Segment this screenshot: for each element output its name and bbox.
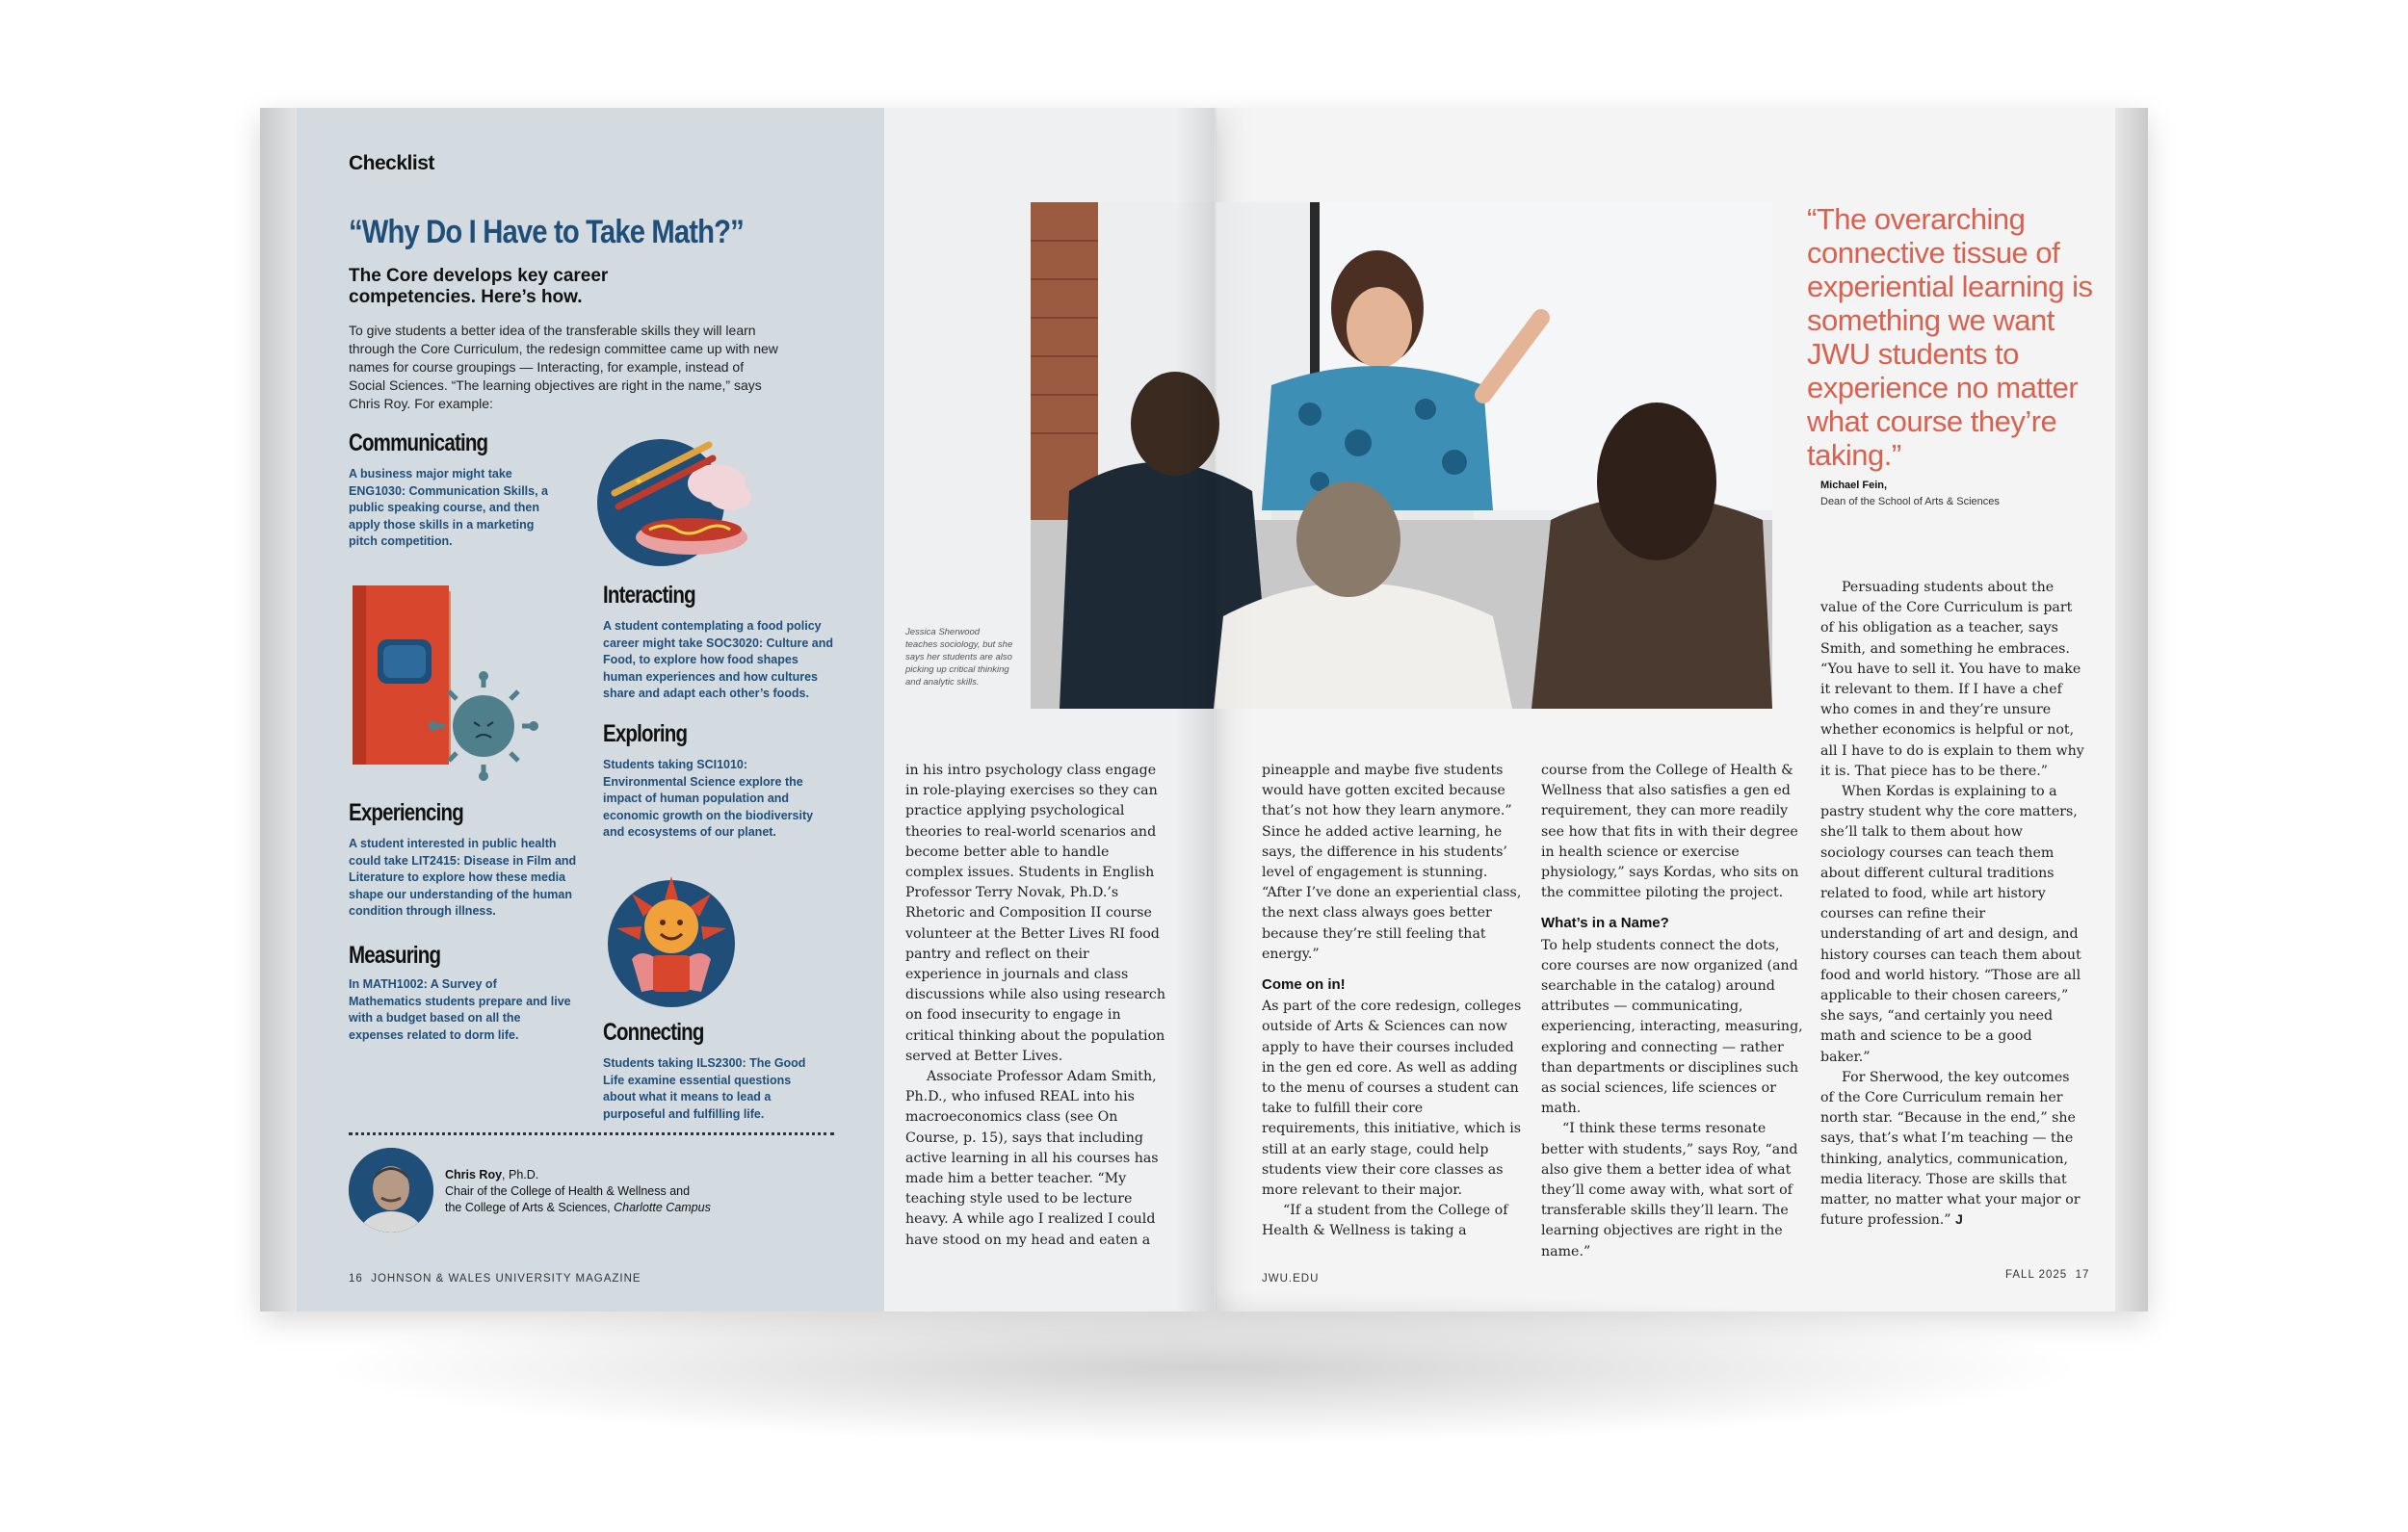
column2-paragraph-1: pineapple and maybe five students would have gotten excited because that’s not how they learn anymore.” Since he added active learning, he says, the difference in his students’ level of engagement is stunning. “After I’ve done an experiential class, the next class always goes better because they’re still feeling that energy.”: [1262, 763, 1522, 962]
author-name: Chris Roy: [445, 1168, 503, 1181]
column4-paragraph-3: For Sherwood, the key outcomes of the Core Curriculum remain her north star. “Because in the end,” she says, that’s what I’m teaching — the thinking, analytics, communication, media literacy. Those are skills that matter, no matter what your major or future profession.”: [1820, 1069, 2081, 1229]
sidebar-intro: To give students a better idea of the transferable skills they will learn through the Core Curriculum, the redesign committee came up with new names for course groupings — Interacting, for example, instead of Social Sciences. “The learning objectives are right in the name,” says Chris Roy. For example:: [349, 323, 778, 411]
right-page-edge: [2115, 108, 2148, 1311]
heading-communicating: Communicating: [349, 429, 488, 456]
heading-measuring: Measuring: [349, 942, 441, 969]
heading-exploring: Exploring: [603, 720, 688, 747]
page-number-left: 16: [349, 1273, 363, 1285]
pull-quote-name: Michael Fein,: [1820, 480, 1888, 491]
text-exploring: Students taking SCI1010: Environmental Science explore the impact of human population and economic growth on the biodiversity and ecosystems of our planet.: [603, 758, 814, 839]
column2-paragraph-2: As part of the core redesign, colleges outside of Arts & Sciences can now apply to have their courses included in the gen ed core. As well as adding to the menu of courses a student can take to fulfill their core requirements, this initiative, which is still at an early stage, could help students view their core classes as more relevant to their major.: [1262, 999, 1522, 1199]
hotdog-chopsticks-icon: [595, 435, 755, 574]
author-credential: , Ph.D.: [502, 1168, 539, 1181]
author-avatar: [349, 1148, 433, 1233]
article-title: “Why Do I Have to Take Math?”: [349, 214, 744, 250]
text-interacting: A student contemplating a food policy career might take SOC3020: Culture and Food, to explore how food shapes human experiences and how cultures share and adapt each other’s foods.: [603, 619, 833, 700]
section-kicker: Checklist: [349, 152, 434, 174]
heading-connecting: Connecting: [603, 1019, 704, 1046]
column2-paragraph-3: “If a student from the College of Health & Wellness is taking a: [1262, 1203, 1508, 1239]
classroom-photo: [1031, 202, 1772, 709]
author-credit: [445, 1167, 772, 1216]
body-column-2: [1262, 761, 1524, 1242]
article-subtitle: The Core develops key career competencies. Here’s how.: [349, 266, 609, 307]
text-connecting: Students taking ILS2300: The Good Life examine essential questions about what it means to lead a purposeful and fulfilling life.: [603, 1056, 806, 1121]
author-role-line1: Chair of the College of Health & Wellness and: [445, 1184, 691, 1198]
text-measuring: In MATH1002: A Survey of Mathematics students prepare and live with a budget based on all the expenses related to dorm life.: [349, 977, 571, 1042]
body-column-4: [1820, 578, 2084, 1232]
issue-date: FALL 2025: [2005, 1269, 2068, 1281]
magazine-name: JOHNSON & WALES UNIVERSITY MAGAZINE: [371, 1273, 641, 1285]
author-role-line2: the College of Arts & Sciences,: [445, 1201, 615, 1214]
subhead-come-on-in: Come on in!: [1262, 976, 1346, 994]
text-communicating: A business major might take ENG1030: Communication Skills, a public speaking course, and then apply those skills in a marketing pitch competition.: [349, 467, 549, 548]
subhead-whats-in-a-name: What’s in a Name?: [1541, 915, 1669, 932]
body-column-3: [1541, 761, 1803, 1262]
magazine-shadow: [318, 1290, 2090, 1444]
pull-quote: “The overarching connective tissue of experiential learning is something we want JWU students to experience no matter what course they’re taking.”: [1807, 202, 2093, 472]
folio-left: [349, 1273, 641, 1285]
author-campus: Charlotte Campus: [614, 1201, 711, 1214]
column4-paragraph-2: When Kordas is explaining to a pastry student why the core matters, she’ll talk to them about how sociology courses can teach them about different cultural traditions related to food, while art history courses can refine their understanding of art and design, and history courses can teach them about food and world history. “Those are all applicable to their chosen careers,” she says, “and certainly you need math and science to be a good baker.”: [1820, 784, 2081, 1065]
body-column-1: [905, 761, 1165, 1251]
pull-quote-title: Dean of the School of Arts & Sciences: [1820, 496, 2000, 507]
dotted-divider: [349, 1132, 834, 1135]
folio-right: [2005, 1269, 2089, 1281]
heading-interacting: Interacting: [603, 582, 695, 609]
sun-hands-icon: [603, 867, 740, 1011]
end-mark: J: [1955, 1212, 1963, 1229]
page-number-right: 17: [2075, 1269, 2090, 1281]
column1-paragraph-1: in his intro psychology class engage in role-playing exercises so they can practice applying psychological theories to real-world scenarios and become better able to handle complex issues. Students in English Professor Terry Novak, Ph.D.’s Rhetoric and Composition II course volunteer at the Better Lives RI food pantry and reflect on their experience in journals and class discussions while also using research on food insecurity to engage in critical thinking about the population served at Better Lives.: [905, 763, 1166, 1064]
folio-site: JWU.EDU: [1262, 1273, 1320, 1285]
column3-paragraph-3: “I think these terms resonate better with students,” says Roy, “and also give them a better idea of what they’ll come away with, what sort of transferable skills they’ll learn. The learning objectives are right in the name.”: [1541, 1121, 1798, 1259]
svg-text:✦: ✦: [634, 475, 644, 488]
column1-paragraph-2: Associate Professor Adam Smith, Ph.D., who infused REAL into his macroeconomics class (see On Course, p. 15), says that including active learning in all his courses has made him a better teacher. “My teaching style used to be lecture heavy. A while ago I realized I could have stood on my head and eaten a: [905, 1069, 1159, 1248]
column3-paragraph-1: course from the College of Health & Wellness that also satisfies a gen ed requirement, they can more readily see how that fits in with their degree in health science or exercise physiology,” says Kordas, who sits on the committee piloting the project.: [1541, 763, 1799, 901]
column3-paragraph-2: To help students connect the dots, core courses are now organized (and searchable in the catalog) around attributes — communicating, experiencing, interacting, measuring, exploring and connecting — rather than departments or disciplines such as social sciences, life sciences or math.: [1541, 937, 1803, 1117]
column4-paragraph-1: Persuading students about the value of the Core Curriculum is part of his obligation as a teacher, says Smith, and something he embraces. “You have to sell it. You have to make it relevant to them. If I have a chef who comes in and they’re unsure whether economics is helpful or not, all I have to do is explain to them why it is. That piece has to be there.”: [1820, 580, 2084, 779]
photo-caption: Jessica Sherwood teaches sociology, but she says her students are also picking up critical thinking and analytic skills.: [905, 627, 1013, 688]
left-page-edge: [260, 108, 297, 1311]
book-virus-icon: [349, 582, 551, 793]
text-experiencing: A student interested in public health could take LIT2415: Disease in Film and Literature to explore how these media shape our understanding of the human condition through illness.: [349, 837, 577, 918]
heading-experiencing: Experiencing: [349, 799, 463, 826]
